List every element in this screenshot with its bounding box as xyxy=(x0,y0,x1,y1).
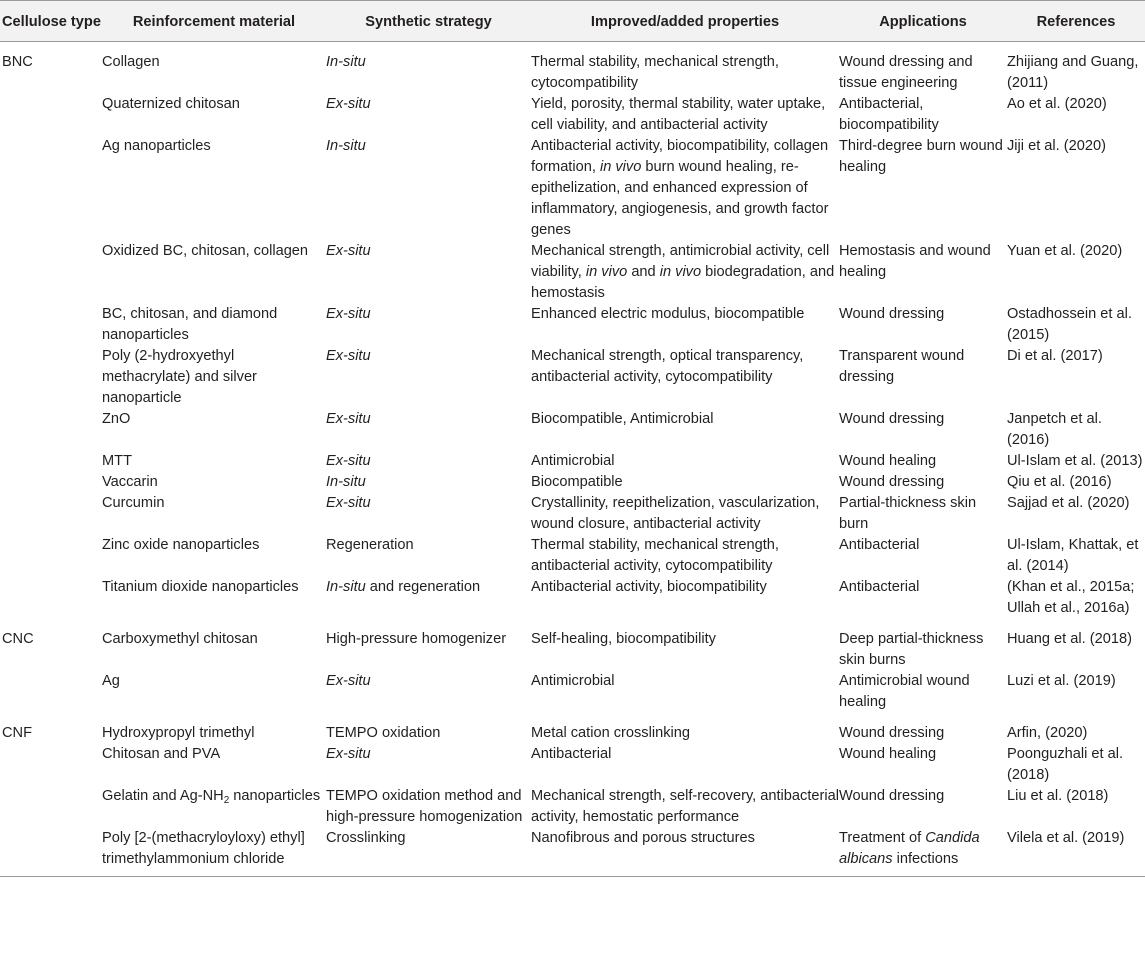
cell-references: Arfin, (2020) xyxy=(1007,725,1088,741)
cell-applications: Third-degree burn wound healing xyxy=(839,138,1003,175)
table-row xyxy=(0,241,1145,304)
header-references: References xyxy=(1007,1,1145,42)
cell-strategy: TEMPO oxidation method and high-pressure homogenization xyxy=(326,788,523,825)
cell-strategy: Ex-situ xyxy=(326,411,371,427)
cell-strategy: Ex-situ xyxy=(326,495,371,511)
table-row xyxy=(0,713,1145,744)
cell-cellulose-type xyxy=(0,786,102,828)
header-applications: Applications xyxy=(839,1,1007,42)
cell-strategy: TEMPO oxidation xyxy=(326,725,441,741)
table-row xyxy=(0,451,1145,472)
cell-material: Ag xyxy=(102,673,120,689)
cell-references: Ao et al. (2020) xyxy=(1007,96,1107,112)
cell-properties: Antimicrobial xyxy=(531,453,615,469)
cell-strategy: Ex-situ xyxy=(326,673,371,689)
cell-properties: Thermal stability, mechanical strength, antibacterial activity, cytocompatibility xyxy=(531,537,779,574)
cell-applications: Wound dressing xyxy=(839,306,945,322)
cell-applications: Wound dressing xyxy=(839,725,945,741)
cell-applications: Wound healing xyxy=(839,453,937,469)
cell-references: Di et al. (2017) xyxy=(1007,348,1103,364)
cell-material: ZnO xyxy=(102,411,131,427)
cell-references: Poonguzhali et al. (2018) xyxy=(1007,746,1124,783)
cell-strategy: Crosslinking xyxy=(326,828,531,877)
cell-references: Qiu et al. (2016) xyxy=(1007,474,1112,490)
cell-properties: Enhanced electric modulus, biocompatible xyxy=(531,306,805,322)
cell-properties: Biocompatible, Antimicrobial xyxy=(531,411,714,427)
cell-references: Ostadhossein et al. (2015) xyxy=(1007,306,1132,343)
cell-material: Ag nanoparticles xyxy=(102,138,211,154)
cell-material: Hydroxypropyl trimethyl xyxy=(102,725,255,741)
cell-cellulose-type xyxy=(0,304,102,346)
cell-applications: Treatment of Candida albicans infections xyxy=(839,828,1007,877)
table-row xyxy=(0,619,1145,671)
cell-material: Chitosan and PVA xyxy=(102,746,221,762)
cell-material: Poly (2-hydroxyethyl methacrylate) and silver nanoparticle xyxy=(102,348,257,406)
cell-cellulose-type xyxy=(0,744,102,786)
cell-applications: Antibacterial, biocompatibility xyxy=(839,96,939,133)
cell-cellulose-type: BNC xyxy=(2,54,33,70)
cell-applications: Transparent wound dressing xyxy=(839,348,965,385)
cell-cellulose-type xyxy=(0,409,102,451)
cell-references: (Khan et al., 2015a; Ullah et al., 2016a) xyxy=(1007,579,1135,616)
cell-material: Curcumin xyxy=(102,495,165,511)
cell-material: Oxidized BC, chitosan, collagen xyxy=(102,243,309,259)
header-cellulose-type: Cellulose type xyxy=(0,1,102,42)
cell-properties: Metal cation crosslinking xyxy=(531,725,690,741)
cell-strategy: Ex-situ xyxy=(326,348,371,364)
cell-properties: Mechanical strength, antimicrobial activity, cell viability, in vivo and in vivo biodegradation, and hemostasis xyxy=(531,243,835,301)
cell-properties: Mechanical strength, self-recovery, antibacterial activity, hemostatic performance xyxy=(531,788,839,825)
cell-properties: Biocompatible xyxy=(531,474,623,490)
cell-references: Vilela et al. (2019) xyxy=(1007,828,1145,877)
cell-strategy: In-situ xyxy=(326,54,366,70)
cell-strategy: In-situ and regeneration xyxy=(326,579,481,595)
cell-references: Ul-Islam, Khattak, et al. (2014) xyxy=(1007,537,1139,574)
cell-references: Jiji et al. (2020) xyxy=(1007,138,1106,154)
table-row xyxy=(0,577,1145,619)
cell-applications: Wound dressing xyxy=(839,474,945,490)
cell-properties: Self-healing, biocompatibility xyxy=(531,631,716,647)
cell-strategy: In-situ xyxy=(326,474,366,490)
header-reinforcement-material: Reinforcement material xyxy=(102,1,326,42)
cell-material: MTT xyxy=(102,453,132,469)
cell-cellulose-type: CNF xyxy=(2,725,32,741)
cell-properties: Antibacterial activity, biocompatibility xyxy=(531,579,767,595)
table-row xyxy=(0,671,1145,713)
cell-references: Liu et al. (2018) xyxy=(1007,788,1109,804)
cell-strategy: Ex-situ xyxy=(326,306,371,322)
cell-properties: Antibacterial activity, biocompatibility, collagen formation, in vivo burn wound healing, re-epithelization, and enhanced expression of inflammatory, angiogenesis, and growth factor genes xyxy=(531,138,829,238)
cell-strategy: Ex-situ xyxy=(326,96,371,112)
cell-strategy: Ex-situ xyxy=(326,453,371,469)
cell-cellulose-type xyxy=(0,136,102,241)
cell-references: Huang et al. (2018) xyxy=(1007,631,1132,647)
table-row xyxy=(0,94,1145,136)
cell-strategy: Regeneration xyxy=(326,537,414,553)
cell-cellulose-type xyxy=(0,94,102,136)
cell-properties: Mechanical strength, optical transparency, antibacterial activity, cytocompatibility xyxy=(531,348,804,385)
cell-properties: Antibacterial xyxy=(531,746,612,762)
table-row xyxy=(0,472,1145,493)
cell-applications: Antibacterial xyxy=(839,579,920,595)
cell-material: Vaccarin xyxy=(102,474,158,490)
cell-material: Carboxymethyl chitosan xyxy=(102,631,258,647)
table-row xyxy=(0,304,1145,346)
cell-cellulose-type xyxy=(0,535,102,577)
cell-references: Yuan et al. (2020) xyxy=(1007,243,1123,259)
cell-references: Ul-Islam et al. (2013) xyxy=(1007,453,1143,469)
cell-applications: Wound healing xyxy=(839,746,937,762)
cell-properties: Crystallinity, reepithelization, vascularization, wound closure, antibacterial activity xyxy=(531,495,820,532)
cell-material: Zinc oxide nanoparticles xyxy=(102,537,260,553)
table-row xyxy=(0,535,1145,577)
cell-strategy: Ex-situ xyxy=(326,243,371,259)
cell-material: Quaternized chitosan xyxy=(102,96,240,112)
cell-references: Luzi et al. (2019) xyxy=(1007,673,1116,689)
cell-cellulose-type xyxy=(0,241,102,304)
cell-applications: Deep partial-thickness skin burns xyxy=(839,631,984,668)
cell-applications: Wound dressing xyxy=(839,411,945,427)
table-row xyxy=(0,493,1145,535)
cell-material: BC, chitosan, and diamond nanoparticles xyxy=(102,306,278,343)
cell-references: Sajjad et al. (2020) xyxy=(1007,495,1130,511)
cell-material: Titanium dioxide nanoparticles xyxy=(102,579,299,595)
table-row xyxy=(0,346,1145,409)
cell-strategy: High-pressure homogenizer xyxy=(326,631,507,647)
cell-properties: Antimicrobial xyxy=(531,673,615,689)
header-synthetic-strategy: Synthetic strategy xyxy=(326,1,531,42)
header-properties: Improved/added properties xyxy=(531,1,839,42)
cell-material: Collagen xyxy=(102,54,160,70)
cell-applications: Partial-thickness skin burn xyxy=(839,495,977,532)
cell-strategy: Ex-situ xyxy=(326,746,371,762)
cell-cellulose-type xyxy=(0,828,102,877)
cell-cellulose-type xyxy=(0,577,102,619)
cell-references: Zhijiang and Guang, (2011) xyxy=(1007,54,1139,91)
cell-cellulose-type xyxy=(0,346,102,409)
table-row xyxy=(0,409,1145,451)
cell-cellulose-type xyxy=(0,451,102,472)
table-row xyxy=(0,786,1145,828)
cell-properties: Thermal stability, mechanical strength, cytocompatibility xyxy=(531,54,779,91)
cell-applications: Hemostasis and wound healing xyxy=(839,243,991,280)
cell-applications: Wound dressing and tissue engineering xyxy=(839,54,973,91)
cell-material: Poly [2-(methacryloyloxy) ethyl] trimethylammonium chloride xyxy=(102,828,326,877)
cell-strategy: In-situ xyxy=(326,138,366,154)
cell-cellulose-type xyxy=(0,671,102,713)
table-row xyxy=(0,136,1145,241)
table-row xyxy=(0,828,1145,877)
table-row xyxy=(0,42,1145,95)
cell-properties: Yield, porosity, thermal stability, water uptake, cell viability, and antibacterial activity xyxy=(531,96,826,133)
cell-cellulose-type xyxy=(0,472,102,493)
cell-material: Gelatin and $Ag-NH_2$ nanoparticles xyxy=(102,788,321,806)
cell-applications: Antimicrobial wound healing xyxy=(839,673,970,710)
table-row xyxy=(0,744,1145,786)
header-row xyxy=(0,1,1145,42)
cell-applications: Antibacterial xyxy=(839,537,920,553)
cell-cellulose-type: CNC xyxy=(2,631,34,647)
cell-properties: Nanofibrous and porous structures xyxy=(531,828,839,877)
cell-applications: Wound dressing xyxy=(839,788,945,804)
cell-cellulose-type xyxy=(0,493,102,535)
cell-references: Janpetch et al. (2016) xyxy=(1007,411,1102,448)
